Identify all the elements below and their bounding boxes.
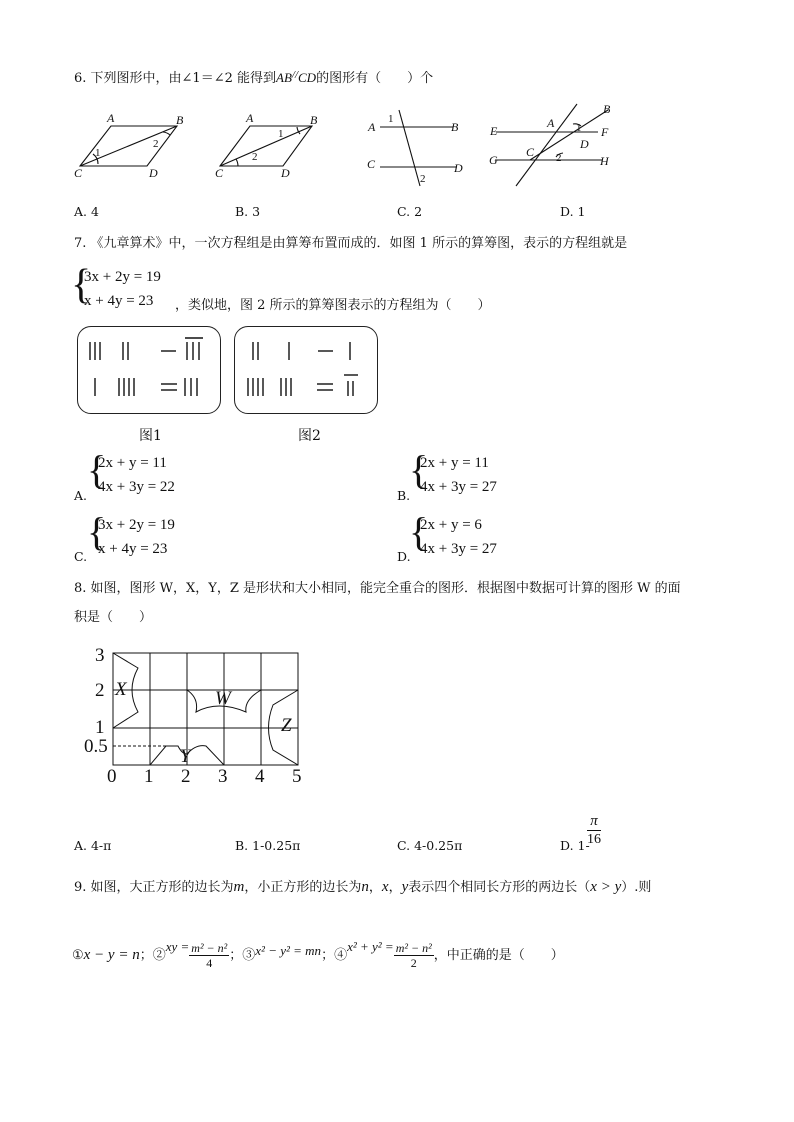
svg-text:2: 2 — [181, 766, 191, 787]
q8-stem-line2: 积是（ ） — [74, 610, 153, 625]
q7-counting-rods — [77, 326, 377, 416]
svg-text:3: 3 — [218, 766, 228, 787]
q7-option-d-eq2: 4x + 3y = 27 — [420, 541, 497, 557]
svg-text:C: C — [74, 166, 83, 180]
q8-option-a[interactable]: A. 4-π — [74, 838, 112, 853]
q8-option-d-numerator: π — [587, 812, 601, 831]
q9-statement-2-lhs: xy = — [165, 939, 190, 954]
svg-text:2: 2 — [252, 151, 258, 163]
q7-option-d-label[interactable]: D. — [397, 549, 411, 564]
q9-statement-4-lhs: x² + y² = — [347, 939, 394, 954]
q6-fig3-transversal — [399, 110, 420, 186]
q9-statement-4-fraction: $\frac{\text{m² − n²}}{2}$ — [395, 941, 432, 970]
svg-text:1: 1 — [388, 113, 394, 125]
q7-option-d-system[interactable] — [420, 513, 497, 561]
q6-fig4-transversal-2 — [530, 110, 608, 160]
svg-text:A: A — [246, 111, 254, 125]
svg-text:W: W — [215, 688, 231, 709]
svg-text:B: B — [603, 102, 611, 116]
svg-text:D: D — [149, 166, 158, 180]
q8-grid-figure — [78, 640, 328, 790]
q9-statement-1-label: ① — [72, 948, 84, 963]
q9-statement-2-fraction: $\frac{\text{m² − n²}}{4}$ — [191, 941, 228, 970]
q7-option-b-label[interactable]: B. — [397, 488, 411, 503]
q7-option-b-eq2: 4x + 3y = 27 — [420, 479, 497, 495]
svg-text:A: A — [368, 120, 376, 134]
svg-text:D: D — [580, 137, 589, 151]
q7-example-eq2: x + 4y = 23 — [84, 293, 154, 309]
q9-statement-3: x² − y² = mn — [255, 943, 322, 958]
q7-option-c-brace: { — [87, 509, 107, 554]
svg-text:C: C — [215, 166, 224, 180]
q7-option-c-system[interactable] — [98, 513, 175, 561]
svg-text:Z: Z — [281, 715, 292, 736]
svg-text:0.5: 0.5 — [84, 736, 108, 757]
svg-text:3: 3 — [95, 645, 105, 666]
q8-option-d-text: D. 1- — [560, 838, 590, 853]
q8-grid-border — [113, 653, 298, 765]
q7-option-a-label[interactable]: A. — [74, 488, 88, 503]
q8-option-d[interactable] — [560, 838, 590, 853]
svg-text:E: E — [490, 124, 498, 138]
svg-text:1: 1 — [278, 128, 284, 140]
svg-text:B: B — [310, 113, 318, 127]
svg-text:C: C — [367, 157, 376, 171]
q7-option-b-system[interactable] — [420, 451, 497, 499]
q7-option-c-eq1: 3x + 2y = 19 — [98, 517, 175, 533]
svg-text:2: 2 — [556, 152, 562, 164]
q6-stem: 6. 下列图形中，由∠1＝∠2 能得到AB//CD的图形有（ ）个 — [74, 69, 434, 86]
q7-option-d-eq1: 2x + y = 6 — [420, 517, 482, 533]
q7-option-c-eq2: x + 4y = 23 — [98, 541, 168, 557]
svg-text:2: 2 — [420, 173, 426, 185]
q7-example-eq1: 3x + 2y = 19 — [84, 269, 161, 285]
q7-option-c-label[interactable]: C. — [74, 549, 88, 564]
q7-example-system — [84, 265, 161, 313]
svg-text:F: F — [601, 125, 609, 139]
q8-stem-line1: 8. 如图，图形 W，X，Y，Z 是形状和大小相同，能完全重合的图形．根据图中数据可计算的图形 W 的面 — [74, 581, 681, 596]
q7-example-brace: { — [71, 262, 92, 308]
svg-text:C: C — [526, 145, 535, 159]
svg-text:0: 0 — [107, 766, 117, 787]
q7-option-a-system[interactable] — [98, 451, 175, 499]
q7-stem-tail: ，类似地，图 2 所示的算筹图表示的方程组为（ ） — [175, 298, 491, 313]
q8-option-d-fraction — [587, 812, 601, 849]
q9-statements: ①x − y = n；②xy = $\frac{\text{m² − n²}}{4}$ ；③x² − y² = mn；④x² + y² = $\frac{\text{m² − n²}}{2}$ ，中正确的是（ ） — [72, 939, 564, 970]
q6-option-c[interactable]: C. 2 — [397, 204, 423, 219]
q7-option-b-eq1: 2x + y = 11 — [420, 455, 489, 471]
q7-option-b-brace: { — [409, 447, 429, 492]
q9-statement-1: x − y = n — [83, 947, 140, 963]
svg-text:Y: Y — [180, 746, 191, 767]
q6-option-d[interactable]: D. 1 — [560, 204, 586, 219]
q8-option-b[interactable]: B. 1-0.25π — [235, 838, 301, 853]
svg-text:B: B — [451, 120, 459, 134]
svg-text:4: 4 — [255, 766, 265, 787]
svg-text:2: 2 — [153, 138, 159, 150]
svg-text:D: D — [281, 166, 290, 180]
q7-option-a-eq2: 4x + 3y = 22 — [98, 479, 175, 495]
svg-text:5: 5 — [292, 766, 302, 787]
q7-option-a-eq1: 2x + y = 11 — [98, 455, 167, 471]
svg-text:1: 1 — [576, 122, 582, 134]
svg-text:X: X — [115, 679, 127, 700]
q7-option-d-brace: { — [409, 509, 429, 554]
svg-text:A: A — [107, 111, 115, 125]
q9-stem-line1: 9. 如图，大正方形的边长为m，小正方形的边长为n，x，y表示四个相同长方形的两边长（x > y）.则 — [74, 879, 652, 895]
svg-text:G: G — [489, 153, 498, 167]
svg-text:1: 1 — [144, 766, 154, 787]
svg-text:B: B — [176, 113, 184, 127]
q8-option-c[interactable]: C. 4-0.25π — [397, 838, 463, 853]
q7-option-a-brace: { — [87, 447, 107, 492]
svg-text:A: A — [547, 116, 555, 130]
svg-text:D: D — [454, 161, 463, 175]
svg-text:1: 1 — [95, 147, 101, 159]
q8-option-d-denominator: 16 — [587, 832, 601, 847]
q6-option-b[interactable]: B. 3 — [235, 204, 261, 219]
q6-figures — [60, 98, 640, 190]
q7-stem: 7. 《九章算术》中，一次方程组是由算筹布置而成的．如图 1 所示的算筹图，表示的方程组就是 — [74, 236, 628, 251]
q6-option-a[interactable]: A. 4 — [74, 204, 99, 219]
q7-caption-fig2: 图2 — [298, 428, 321, 444]
q7-caption-fig1: 图1 — [139, 428, 162, 444]
svg-text:H: H — [600, 154, 609, 168]
svg-text:2: 2 — [95, 680, 105, 701]
svg-text:1: 1 — [95, 717, 105, 738]
